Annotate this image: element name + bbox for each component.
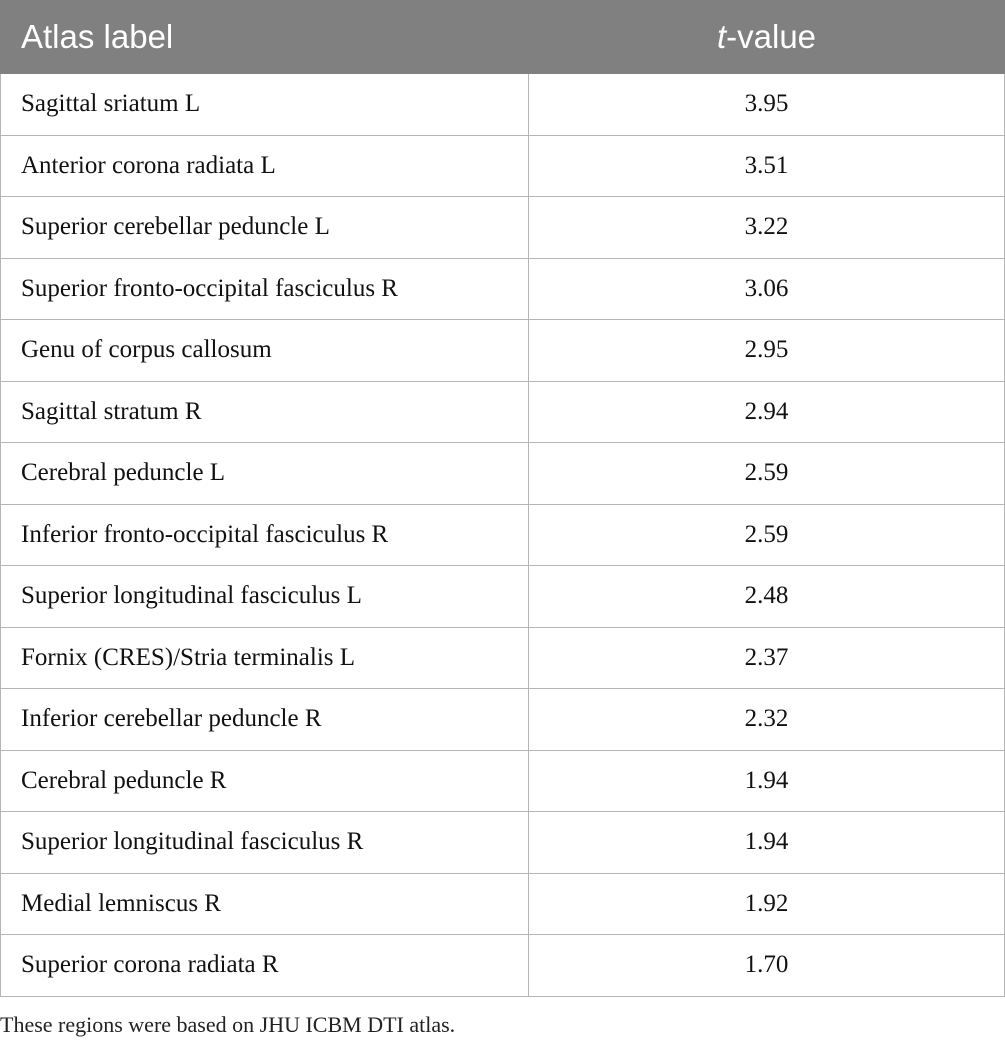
row-t-value: 1.92 xyxy=(529,873,1005,935)
table-row xyxy=(1,74,1005,136)
row-atlas-label: Inferior cerebellar peduncle R xyxy=(1,689,529,751)
table-row xyxy=(1,750,1005,812)
table-row xyxy=(1,381,1005,443)
row-atlas-label: Superior corona radiata R xyxy=(1,935,529,997)
row-t-value: 2.37 xyxy=(529,627,1005,689)
table-row xyxy=(1,566,1005,628)
table-row xyxy=(1,258,1005,320)
row-t-value: 2.59 xyxy=(529,504,1005,566)
table-row xyxy=(1,197,1005,259)
table-row xyxy=(1,873,1005,935)
table-row xyxy=(1,627,1005,689)
row-t-value: 2.95 xyxy=(529,320,1005,382)
table-row xyxy=(1,320,1005,382)
row-t-value: 3.06 xyxy=(529,258,1005,320)
row-t-value: 1.70 xyxy=(529,935,1005,997)
row-atlas-label: Inferior fronto-occipital fasciculus R xyxy=(1,504,529,566)
row-t-value: 2.48 xyxy=(529,566,1005,628)
row-atlas-label: Anterior corona radiata L xyxy=(1,135,529,197)
table-row xyxy=(1,504,1005,566)
row-atlas-label: Superior longitudinal fasciculus L xyxy=(1,566,529,628)
table-footnote: These regions were based on JHU ICBM DTI atlas. xyxy=(0,1012,456,1037)
row-t-value: 2.94 xyxy=(529,381,1005,443)
row-t-value: 1.94 xyxy=(529,812,1005,874)
table-row xyxy=(1,935,1005,997)
table-row xyxy=(1,443,1005,505)
row-t-value: 1.94 xyxy=(529,750,1005,812)
header-atlas-label: Atlas label xyxy=(1,1,529,74)
row-atlas-label: Genu of corpus callosum xyxy=(1,320,529,382)
row-t-value: 2.59 xyxy=(529,443,1005,505)
row-t-value: 3.95 xyxy=(529,74,1005,136)
header-value-suffix: -value xyxy=(726,18,817,55)
table-header xyxy=(1,1,1005,74)
row-atlas-label: Cerebral peduncle R xyxy=(1,750,529,812)
row-atlas-label: Superior cerebellar peduncle L xyxy=(1,197,529,259)
row-atlas-label: Cerebral peduncle L xyxy=(1,443,529,505)
row-t-value: 3.22 xyxy=(529,197,1005,259)
row-atlas-label: Fornix (CRES)/Stria terminalis L xyxy=(1,627,529,689)
table-row xyxy=(1,689,1005,751)
table-row xyxy=(1,135,1005,197)
row-atlas-label: Sagittal sriatum L xyxy=(1,74,529,136)
table-body xyxy=(1,74,1005,997)
row-t-value: 2.32 xyxy=(529,689,1005,751)
row-atlas-label: Superior fronto-occipital fasciculus R xyxy=(1,258,529,320)
row-atlas-label: Sagittal stratum R xyxy=(1,381,529,443)
header-t-value xyxy=(529,1,1005,74)
table-row xyxy=(1,812,1005,874)
row-t-value: 3.51 xyxy=(529,135,1005,197)
header-t-italic: t xyxy=(716,18,727,55)
row-atlas-label: Superior longitudinal fasciculus R xyxy=(1,812,529,874)
row-atlas-label: Medial lemniscus R xyxy=(1,873,529,935)
header-row xyxy=(1,1,1005,74)
